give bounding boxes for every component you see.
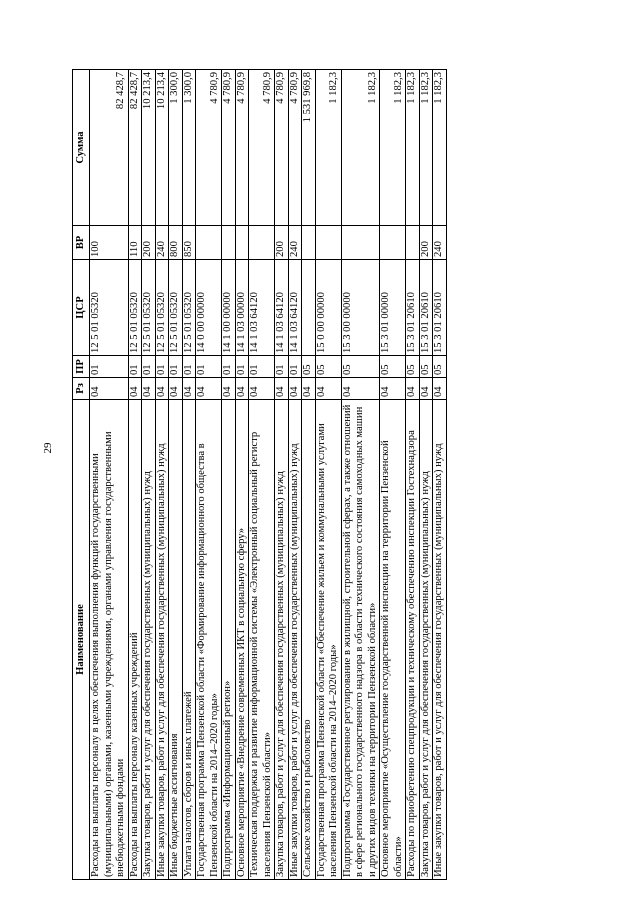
cell-rz: 04: [128, 378, 142, 400]
cell-csr: 14 1 03 00000: [235, 260, 249, 356]
cell-sum: 4 780,9: [275, 70, 289, 226]
cell-name: Расходы по приобретению спецпродукции и техническому обеспечению инспекции Гостехнадзора: [406, 400, 420, 880]
cell-vr: 240: [433, 226, 447, 260]
cell-name: Сельское хозяйство и рыболовство: [302, 400, 316, 880]
cell-sum: 1 531 969,8: [302, 70, 316, 226]
cell-pr: 01: [169, 356, 183, 378]
cell-rz: 04: [315, 378, 341, 400]
table-row: [169, 70, 183, 880]
cell-pr: 05: [380, 356, 406, 378]
table-row: [182, 70, 196, 880]
cell-vr: 110: [128, 226, 142, 260]
cell-rz: 04: [341, 378, 380, 400]
cell-sum: 1 182,3: [380, 70, 406, 226]
cell-vr: [196, 226, 222, 260]
table-header-row: [73, 70, 90, 880]
cell-vr: 850: [182, 226, 196, 260]
cell-sum: 1 182,3: [315, 70, 341, 226]
cell-rz: 04: [182, 378, 196, 400]
cell-pr: 01: [155, 356, 169, 378]
cell-name: Расходы на выплаты персоналу казенных учреждений: [128, 400, 142, 880]
cell-sum: 82 428,7: [128, 70, 142, 226]
cell-rz: 04: [235, 378, 249, 400]
cell-pr: 05: [406, 356, 420, 378]
table-row: [433, 70, 447, 880]
cell-name: Закупка товаров, работ и услуг для обеспечения государственных (муниципальных) нужд: [419, 400, 433, 880]
cell-vr: [222, 226, 236, 260]
table-row: [249, 70, 275, 880]
cell-rz: 04: [275, 378, 289, 400]
cell-csr: 12 5 01 05320: [169, 260, 183, 356]
cell-name: Закупка товаров, работ и услуг для обеспечения государственных (муниципальных) нужд: [142, 400, 156, 880]
header-rz: Рз: [73, 378, 90, 400]
cell-pr: 01: [288, 356, 302, 378]
cell-rz: 04: [302, 378, 316, 400]
table-row: [90, 70, 129, 880]
cell-rz: 04: [142, 378, 156, 400]
cell-rz: 04: [419, 378, 433, 400]
cell-name: Основное мероприятие «Внедрение современных ИКТ в социальную сферу»: [235, 400, 249, 880]
cell-csr: 14 1 03 64120: [249, 260, 275, 356]
cell-name: Иные закупки товаров, работ и услуг для обеспечения государственных (муниципальных) нужд: [288, 400, 302, 880]
cell-pr: 05: [341, 356, 380, 378]
cell-name: Закупка товаров, работ и услуг для обеспечения государственных (муниципальных) нужд: [275, 400, 289, 880]
cell-vr: [249, 226, 275, 260]
cell-name: Государственная программа Пензенской области «Формирование информационного общества в Пензенской области на 2014–2020 годы»: [196, 400, 222, 880]
cell-csr: 15 3 01 20610: [419, 260, 433, 356]
table-row: [222, 70, 236, 880]
cell-csr: 12 5 01 05320: [155, 260, 169, 356]
cell-vr: 240: [288, 226, 302, 260]
cell-name: Уплата налогов, сборов и иных платежей: [182, 400, 196, 880]
table-row: [128, 70, 142, 880]
table-row: [406, 70, 420, 880]
cell-pr: 05: [315, 356, 341, 378]
cell-sum: 1 182,3: [433, 70, 447, 226]
table-row: [155, 70, 169, 880]
cell-rz: 04: [380, 378, 406, 400]
cell-name: Техническая поддержка и развитие информационной системы «Электронный социальный регистр населения Пензенской области»: [249, 400, 275, 880]
cell-pr: 01: [128, 356, 142, 378]
cell-name: Иные бюджетные ассигнования: [169, 400, 183, 880]
cell-sum: 1 182,3: [406, 70, 420, 226]
header-sum: Сумма: [73, 70, 90, 226]
cell-pr: 01: [235, 356, 249, 378]
header-csr: ЦСР: [73, 260, 90, 356]
cell-pr: 05: [302, 356, 316, 378]
cell-name: Расходы на выплаты персоналу в целях обеспечения выполнения функций государственными (муниципальными) органами, казенными учреждениями, органами управления государственными внебюджетными фондами: [90, 400, 129, 880]
table-row: [275, 70, 289, 880]
cell-rz: 04: [406, 378, 420, 400]
cell-name: Подпрограмма «Информационный регион»: [222, 400, 236, 880]
header-pr: ПР: [73, 356, 90, 378]
cell-rz: 04: [169, 378, 183, 400]
cell-pr: 01: [196, 356, 222, 378]
cell-csr: 15 3 01 20610: [433, 260, 447, 356]
table-row: [142, 70, 156, 880]
cell-csr: 14 0 00 00000: [196, 260, 222, 356]
cell-vr: [315, 226, 341, 260]
cell-name: Иные закупки товаров, работ и услуг для обеспечения государственных (муниципальных) нужд: [155, 400, 169, 880]
cell-rz: 04: [155, 378, 169, 400]
cell-csr: 15 3 01 20610: [406, 260, 420, 356]
cell-sum: 1 182,3: [341, 70, 380, 226]
cell-pr: 01: [222, 356, 236, 378]
cell-vr: 200: [419, 226, 433, 260]
cell-sum: 82 428,7: [90, 70, 129, 226]
table-row: [235, 70, 249, 880]
cell-name: Иные закупки товаров, работ и услуг для обеспечения государственных (муниципальных) нужд: [433, 400, 447, 880]
cell-csr: 12 5 01 05320: [142, 260, 156, 356]
cell-sum: 1 300,0: [169, 70, 183, 226]
cell-rz: 04: [433, 378, 447, 400]
cell-pr: 05: [419, 356, 433, 378]
cell-name: Основное мероприятие «Осуществление государственной инспекции на территории Пензенской области»: [380, 400, 406, 880]
header-name: Наименование: [73, 400, 90, 880]
cell-pr: 01: [275, 356, 289, 378]
cell-pr: 05: [433, 356, 447, 378]
cell-csr: 15 3 01 00000: [380, 260, 406, 356]
cell-rz: 04: [90, 378, 129, 400]
cell-sum: 4 780,9: [196, 70, 222, 226]
cell-pr: 01: [90, 356, 129, 378]
table-row: [419, 70, 433, 880]
cell-csr: 15 3 00 00000: [341, 260, 380, 356]
cell-sum: 1 182,3: [419, 70, 433, 226]
cell-sum: 4 780,9: [249, 70, 275, 226]
cell-csr: 14 1 03 64120: [288, 260, 302, 356]
budget-table: [72, 69, 447, 880]
table-row: [302, 70, 316, 880]
cell-vr: [302, 226, 316, 260]
cell-vr: [380, 226, 406, 260]
table-row: [196, 70, 222, 880]
cell-sum: 1 300,0: [182, 70, 196, 226]
cell-sum: 4 780,9: [222, 70, 236, 226]
cell-vr: 200: [275, 226, 289, 260]
cell-name: Государственная программа Пензенской области «Обеспечение жильем и коммунальными услугами населения Пензенской области на 2014–2020 годы»: [315, 400, 341, 880]
cell-vr: [235, 226, 249, 260]
cell-name: Подпрограмма «Государственное регулирование в жилищной, строительной сферах, а также отношений в сфере регионального государственного надзора в области технического состояния самоходных машин и других видов техники на территории Пензенской области»: [341, 400, 380, 880]
cell-sum: 10 213,4: [142, 70, 156, 226]
cell-rz: 04: [249, 378, 275, 400]
cell-csr: 12 5 01 05320: [182, 260, 196, 356]
cell-csr: 15 0 00 00000: [315, 260, 341, 356]
cell-csr: [302, 260, 316, 356]
cell-sum: 4 780,9: [235, 70, 249, 226]
cell-vr: [341, 226, 380, 260]
cell-csr: 14 1 00 00000: [222, 260, 236, 356]
cell-vr: 800: [169, 226, 183, 260]
rotated-table-container: [72, 70, 572, 880]
table-row: [288, 70, 302, 880]
cell-vr: 200: [142, 226, 156, 260]
cell-pr: 01: [249, 356, 275, 378]
cell-csr: 12 5 01 05320: [128, 260, 142, 356]
table-row: [380, 70, 406, 880]
cell-csr: 14 1 03 64120: [275, 260, 289, 356]
cell-sum: 4 780,9: [288, 70, 302, 226]
table-row: [341, 70, 380, 880]
table-row: [315, 70, 341, 880]
cell-vr: [406, 226, 420, 260]
table-body: [90, 70, 447, 880]
cell-csr: 12 5 01 05320: [90, 260, 129, 356]
cell-vr: 100: [90, 226, 129, 260]
header-vr: ВР: [73, 226, 90, 260]
cell-vr: 240: [155, 226, 169, 260]
page-number: 29: [42, 442, 54, 454]
cell-pr: 01: [182, 356, 196, 378]
cell-rz: 04: [222, 378, 236, 400]
cell-pr: 01: [142, 356, 156, 378]
cell-rz: 04: [196, 378, 222, 400]
cell-sum: 10 213,4: [155, 70, 169, 226]
cell-rz: 04: [288, 378, 302, 400]
